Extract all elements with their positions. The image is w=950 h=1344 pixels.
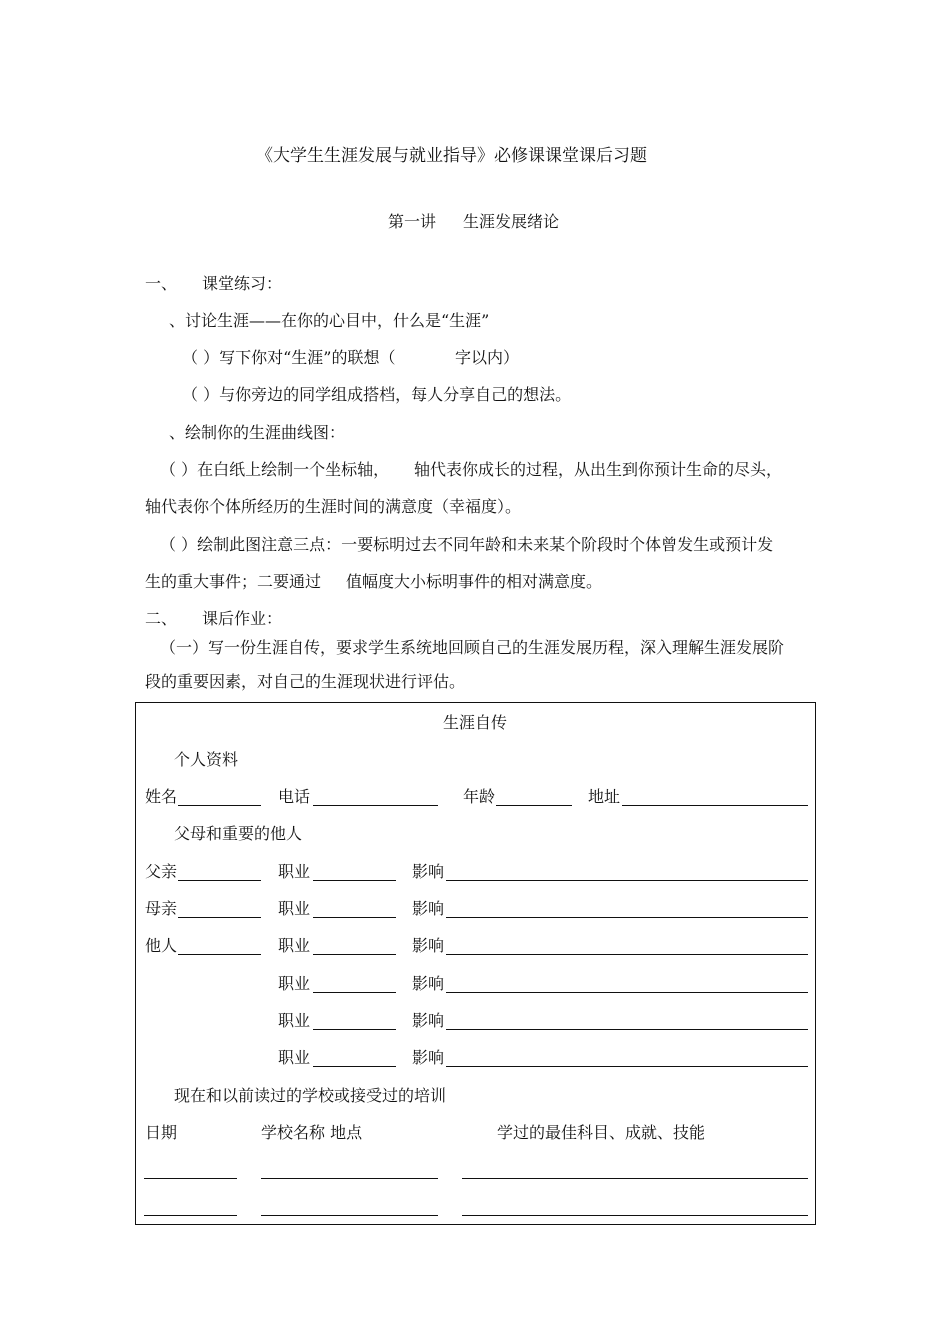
job-label: 职业	[278, 936, 311, 955]
influence-field[interactable]	[446, 1029, 808, 1030]
mother-label: 母亲	[145, 899, 178, 918]
item-2-sub-2-c: 值幅度大小标明事件的相对满意度。	[346, 572, 603, 591]
other-label: 他人	[145, 936, 178, 955]
influence-label: 影响	[412, 1048, 445, 1067]
lecture-number: 第一讲	[388, 212, 437, 231]
section-2-number: 二、	[145, 609, 178, 628]
other-field[interactable]	[178, 954, 261, 955]
form-title: 生涯自传	[443, 713, 508, 732]
column-school-location: 学校名称 地点	[261, 1123, 363, 1142]
parents-heading: 父母和重要的他人	[174, 824, 303, 843]
item-2-sub-2-b: 生的重大事件；二要通过	[145, 572, 322, 591]
career-autobiography-form	[135, 702, 816, 1225]
influence-label: 影响	[412, 974, 445, 993]
job-field[interactable]	[313, 917, 396, 918]
item-2: 、绘制你的生涯曲线图：	[169, 423, 346, 442]
job-field[interactable]	[313, 954, 396, 955]
item-1-sub-1-tail: 字以内）	[455, 348, 520, 367]
influence-field[interactable]	[446, 992, 808, 993]
influence-label: 影响	[412, 862, 445, 881]
influence-field[interactable]	[446, 880, 808, 881]
item-1-sub-2: （ ）与你旁边的同学组成搭档，每人分享自己的想法。	[182, 385, 572, 404]
job-label: 职业	[278, 899, 311, 918]
item-2-sub-1-b: 轴代表你成长的过程，从出生到你预计生命的尽头，	[414, 460, 783, 479]
item-1: 、讨论生涯——在你的心目中，什么是“生涯”	[169, 311, 490, 330]
job-label: 职业	[278, 1011, 311, 1030]
date-field[interactable]	[144, 1178, 237, 1179]
address-field[interactable]	[622, 805, 808, 806]
influence-label: 影响	[412, 899, 445, 918]
father-label: 父亲	[145, 862, 178, 881]
personal-info-heading: 个人资料	[174, 750, 239, 769]
item-2-sub-1-a: （ ）在白纸上绘制一个坐标轴，	[160, 460, 390, 479]
name-label: 姓名	[145, 787, 178, 806]
subjects-field[interactable]	[462, 1178, 808, 1179]
influence-field[interactable]	[446, 954, 808, 955]
job-label: 职业	[278, 974, 311, 993]
homework-1-a: （一）写一份生涯自传，要求学生系统地回顾自己的生涯发展历程，深入理解生涯发展阶	[160, 638, 785, 657]
item-2-sub-1-c: 轴代表你个体所经历的生涯时间的满意度（幸福度）。	[145, 497, 522, 516]
column-subjects: 学过的最佳科目、成就、技能	[497, 1123, 706, 1142]
date-field[interactable]	[144, 1215, 237, 1216]
father-field[interactable]	[178, 880, 261, 881]
homework-1-b: 段的重要因素，对自己的生涯现状进行评估。	[145, 672, 466, 691]
page-title: 《大学生生涯发展与就业指导》必修课课堂课后习题	[256, 146, 647, 166]
phone-field[interactable]	[313, 805, 438, 806]
job-field[interactable]	[313, 1066, 396, 1067]
job-field[interactable]	[313, 992, 396, 993]
name-field[interactable]	[178, 805, 261, 806]
phone-label: 电话	[278, 787, 311, 806]
address-label: 地址	[588, 787, 621, 806]
subjects-field[interactable]	[462, 1215, 808, 1216]
age-field[interactable]	[496, 805, 572, 806]
age-label: 年龄	[463, 787, 496, 806]
column-date: 日期	[145, 1123, 178, 1142]
section-1-number: 一、	[145, 274, 178, 293]
influence-field[interactable]	[446, 1066, 808, 1067]
mother-field[interactable]	[178, 917, 261, 918]
influence-label: 影响	[412, 936, 445, 955]
section-2-label: 课后作业：	[202, 609, 283, 628]
job-label: 职业	[278, 862, 311, 881]
section-1-label: 课堂练习：	[202, 274, 283, 293]
item-1-sub-1: （ ）写下你对“生涯”的联想（	[182, 348, 396, 367]
school-field[interactable]	[261, 1178, 438, 1179]
item-2-sub-2-a: （ ）绘制此图注意三点：一要标明过去不同年龄和未来某个阶段时个体曾发生或预计发	[160, 535, 774, 554]
schools-heading: 现在和以前读过的学校或接受过的培训	[174, 1086, 447, 1105]
job-label: 职业	[278, 1048, 311, 1067]
job-field[interactable]	[313, 880, 396, 881]
school-field[interactable]	[261, 1215, 438, 1216]
job-field[interactable]	[313, 1029, 396, 1030]
influence-field[interactable]	[446, 917, 808, 918]
influence-label: 影响	[412, 1011, 445, 1030]
lecture-name: 生涯发展绪论	[463, 212, 560, 231]
